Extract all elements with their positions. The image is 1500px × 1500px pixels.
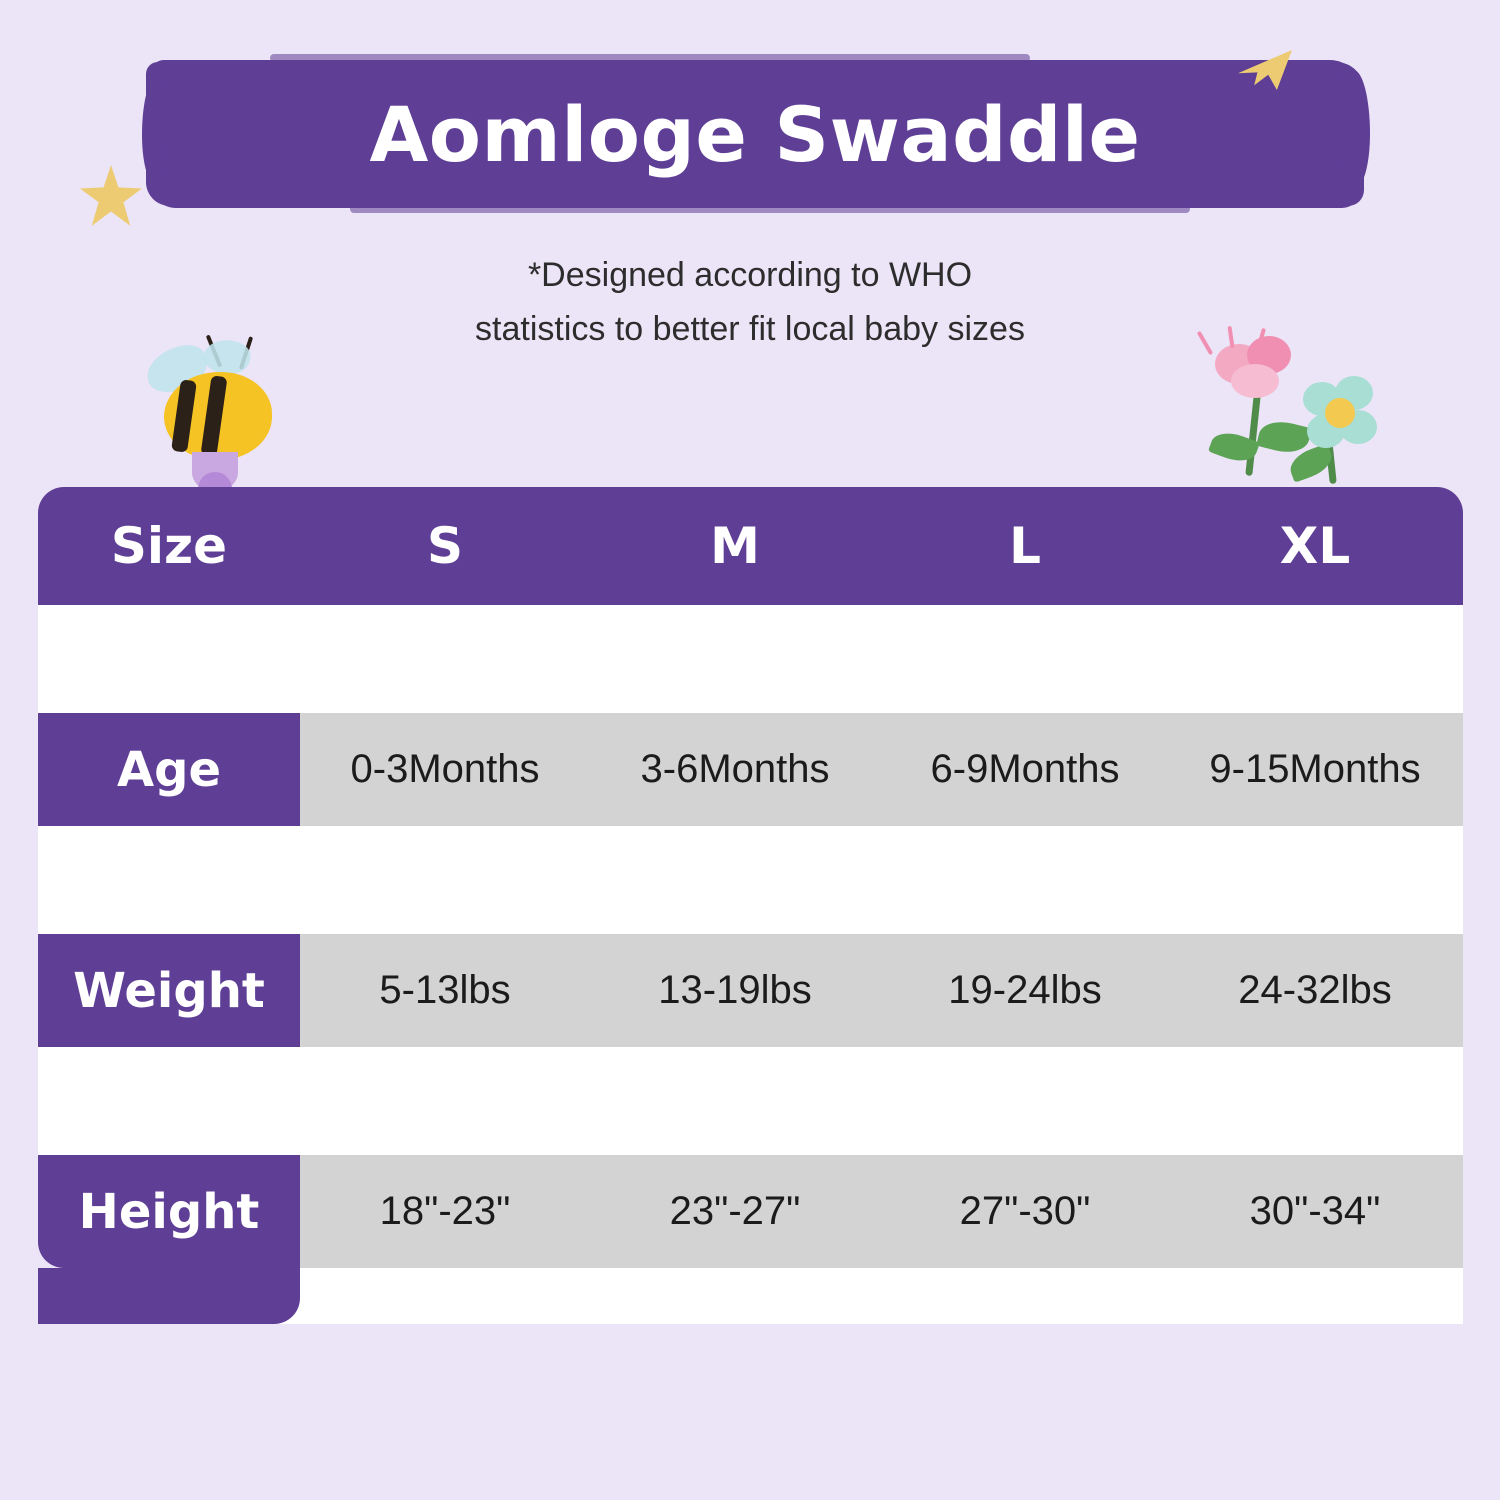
row-label-weight: Weight — [38, 934, 300, 1047]
cell-weight-s: 5-13lbs — [379, 968, 511, 1012]
row-values-height — [300, 1155, 1463, 1268]
table-spacer-3 — [38, 1047, 1463, 1155]
table-bottom-cap — [38, 1268, 1463, 1324]
cell-height-xl: 30"-34" — [1249, 1189, 1381, 1233]
flower-spark-1 — [1197, 331, 1213, 356]
table-row-weight — [38, 934, 1463, 1047]
row-values-weight — [300, 934, 1463, 1047]
row-values-age — [300, 713, 1463, 826]
row-label-height: Height — [38, 1155, 300, 1268]
cell-weight-m: 13-19lbs — [658, 968, 812, 1012]
table-bottom-cap-left — [38, 1268, 300, 1324]
subtitle-line-2: statistics to better fit local baby sizes — [475, 310, 1025, 348]
cell-weight-l: 19-24lbs — [948, 968, 1102, 1012]
size-chart-table — [38, 487, 1463, 1324]
cell-age-xl: 9-15Months — [1209, 747, 1421, 791]
cell-height-l: 27"-30" — [959, 1189, 1091, 1233]
table-bottom-cap-right — [300, 1268, 1463, 1324]
bee-icon — [140, 330, 290, 490]
cell-age-s: 0-3Months — [350, 747, 540, 791]
table-row-age — [38, 713, 1463, 826]
column-header-l: L — [1009, 517, 1041, 575]
row-label-age: Age — [38, 713, 300, 826]
table-spacer-2 — [38, 826, 1463, 934]
cell-age-l: 6-9Months — [930, 747, 1120, 791]
cell-height-s: 18"-23" — [379, 1189, 511, 1233]
cell-weight-xl: 24-32lbs — [1238, 968, 1392, 1012]
flower-center-teal — [1325, 398, 1355, 428]
flower-icon — [1185, 330, 1395, 490]
page-title: Aomloge Swaddle — [369, 89, 1141, 179]
star-icon — [80, 165, 142, 227]
column-header-m: M — [710, 517, 760, 575]
title-banner — [150, 52, 1360, 217]
column-header-size: Size — [110, 517, 228, 575]
table-spacer-1 — [38, 605, 1463, 713]
flower-petal-pink-3 — [1231, 364, 1279, 398]
column-header-xl: XL — [1279, 517, 1351, 575]
column-header-s: S — [426, 517, 463, 575]
subtitle-line-1: *Designed according to WHO — [527, 256, 973, 294]
cell-age-m: 3-6Months — [640, 747, 830, 791]
table-row-height — [38, 1155, 1463, 1268]
table-header-row — [38, 487, 1463, 605]
cell-height-m: 23"-27" — [669, 1189, 801, 1233]
